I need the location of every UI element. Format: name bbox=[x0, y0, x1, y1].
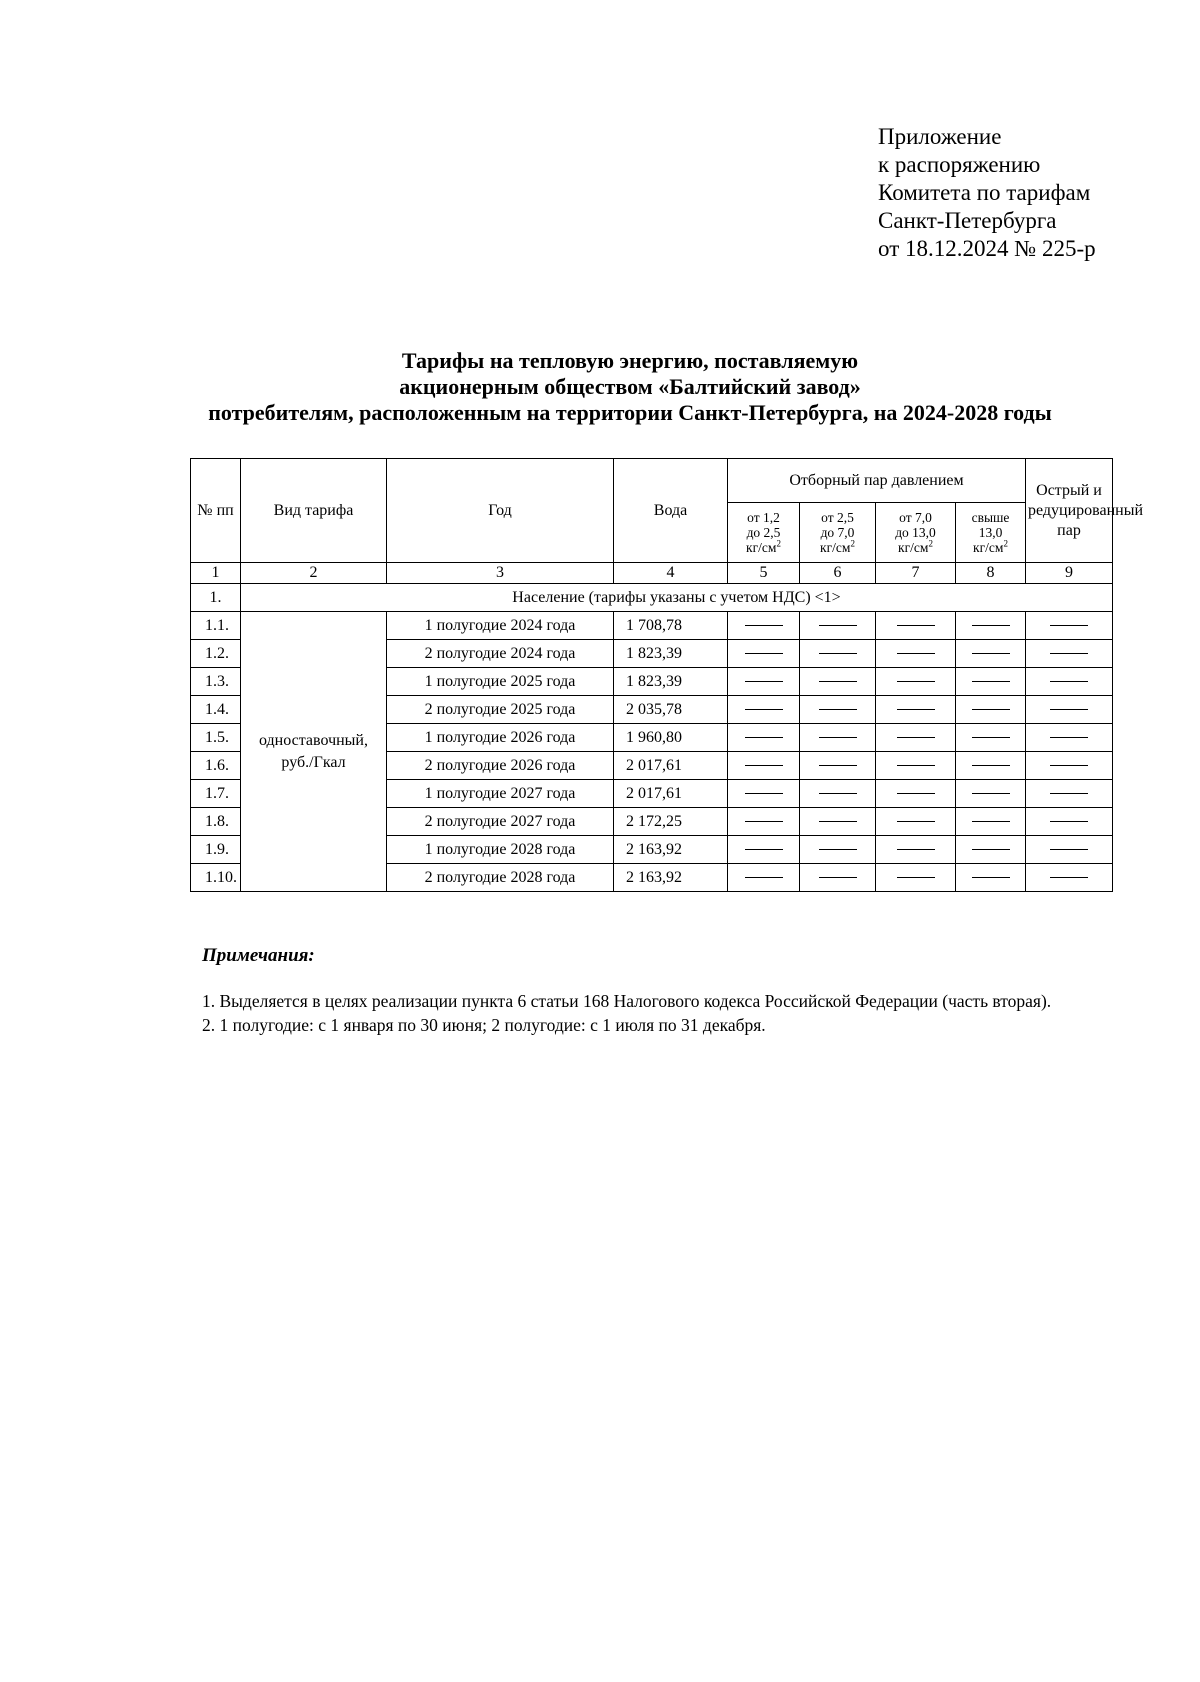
dash-mark bbox=[1050, 709, 1088, 710]
empty-tariff-cell bbox=[728, 752, 800, 780]
table-row bbox=[191, 612, 1113, 640]
row-number: 1.1. bbox=[191, 612, 241, 640]
column-number: 9 bbox=[1026, 563, 1113, 584]
header-steam-group: Отборный пар давлением bbox=[728, 459, 1026, 503]
dash-mark bbox=[972, 765, 1010, 766]
tariff-table bbox=[190, 458, 1144, 892]
column-number: 4 bbox=[614, 563, 728, 584]
dash-mark bbox=[897, 625, 935, 626]
dash-mark bbox=[897, 653, 935, 654]
empty-tariff-cell bbox=[728, 640, 800, 668]
empty-tariff-cell bbox=[728, 780, 800, 808]
dash-mark bbox=[972, 681, 1010, 682]
dash-mark bbox=[897, 793, 935, 794]
column-number: 5 bbox=[728, 563, 800, 584]
empty-tariff-cell bbox=[956, 836, 1026, 864]
column-number: 6 bbox=[800, 563, 876, 584]
dash-mark bbox=[897, 709, 935, 710]
year-cell: 1 полугодие 2026 года bbox=[387, 724, 614, 752]
year-cell: 1 полугодие 2025 года bbox=[387, 668, 614, 696]
header-tariff-type: Вид тарифа bbox=[241, 459, 387, 563]
header-steam-1: от 1,2 до 2,5 $кг/см^2$ bbox=[728, 503, 800, 563]
empty-tariff-cell bbox=[800, 668, 876, 696]
appendix-line-3: Комитета по тарифам bbox=[878, 180, 1091, 205]
dash-mark bbox=[745, 709, 783, 710]
water-tariff-cell: 2 163,92 bbox=[614, 864, 728, 892]
dash-mark bbox=[897, 737, 935, 738]
empty-tariff-cell bbox=[1026, 864, 1113, 892]
document-title bbox=[150, 348, 1110, 426]
dash-mark bbox=[745, 625, 783, 626]
section-label: Население (тарифы указаны с учетом НДС) <1> bbox=[241, 584, 1113, 612]
dash-mark bbox=[972, 793, 1010, 794]
dash-mark bbox=[897, 821, 935, 822]
empty-tariff-cell bbox=[728, 668, 800, 696]
dash-mark bbox=[972, 849, 1010, 850]
empty-tariff-cell bbox=[728, 696, 800, 724]
empty-tariff-cell bbox=[956, 724, 1026, 752]
dash-mark bbox=[745, 877, 783, 878]
empty-tariff-cell bbox=[876, 696, 956, 724]
dash-mark bbox=[745, 793, 783, 794]
dash-mark bbox=[972, 709, 1010, 710]
year-cell: 2 полугодие 2027 года bbox=[387, 808, 614, 836]
empty-tariff-cell bbox=[800, 780, 876, 808]
appendix-line-1: Приложение bbox=[878, 124, 1002, 149]
row-number: 1.4. bbox=[191, 696, 241, 724]
dash-mark bbox=[745, 737, 783, 738]
dash-mark bbox=[897, 681, 935, 682]
dash-mark bbox=[1050, 737, 1088, 738]
header-steam-3: от 7,0 до 13,0 $кг/см^2$ bbox=[876, 503, 956, 563]
year-cell: 1 полугодие 2024 года bbox=[387, 612, 614, 640]
empty-tariff-cell bbox=[956, 612, 1026, 640]
row-number: 1.9. bbox=[191, 836, 241, 864]
row-number: 1.5. bbox=[191, 724, 241, 752]
empty-tariff-cell bbox=[876, 864, 956, 892]
water-tariff-cell: 1 708,78 bbox=[614, 612, 728, 640]
header-sharp-steam: Острый и редуцированный пар bbox=[1026, 459, 1113, 563]
empty-tariff-cell bbox=[800, 696, 876, 724]
dash-mark bbox=[819, 681, 857, 682]
empty-tariff-cell bbox=[876, 752, 956, 780]
empty-tariff-cell bbox=[728, 808, 800, 836]
dash-mark bbox=[1050, 625, 1088, 626]
dash-mark bbox=[819, 625, 857, 626]
dash-mark bbox=[897, 877, 935, 878]
note-2: 2. 1 полугодие: с 1 января по 30 июня; 2 полугодие: с 1 июля по 31 декабря. bbox=[202, 1015, 766, 1035]
appendix-line-4: Санкт-Петербурга bbox=[878, 208, 1057, 233]
column-number: 8 bbox=[956, 563, 1026, 584]
dash-mark bbox=[745, 681, 783, 682]
water-tariff-cell: 2 172,25 bbox=[614, 808, 728, 836]
empty-tariff-cell bbox=[1026, 752, 1113, 780]
dash-mark bbox=[1050, 765, 1088, 766]
empty-tariff-cell bbox=[800, 836, 876, 864]
empty-tariff-cell bbox=[956, 808, 1026, 836]
water-tariff-cell: 2 035,78 bbox=[614, 696, 728, 724]
dash-mark bbox=[745, 849, 783, 850]
empty-tariff-cell bbox=[800, 724, 876, 752]
empty-tariff-cell bbox=[800, 864, 876, 892]
empty-tariff-cell bbox=[1026, 808, 1113, 836]
column-numbers-row bbox=[191, 563, 1113, 584]
year-cell: 1 полугодие 2028 года bbox=[387, 836, 614, 864]
row-number: 1.2. bbox=[191, 640, 241, 668]
empty-tariff-cell bbox=[956, 668, 1026, 696]
header-steam-4: свыше 13,0 $кг/см^2$ bbox=[956, 503, 1026, 563]
notes-block bbox=[202, 989, 1122, 1037]
empty-tariff-cell bbox=[728, 612, 800, 640]
column-number: 1 bbox=[191, 563, 241, 584]
column-number: 3 bbox=[387, 563, 614, 584]
empty-tariff-cell bbox=[876, 668, 956, 696]
dash-mark bbox=[972, 625, 1010, 626]
appendix-block bbox=[878, 123, 1096, 263]
empty-tariff-cell bbox=[1026, 836, 1113, 864]
dash-mark bbox=[1050, 653, 1088, 654]
water-tariff-cell: 1 823,39 bbox=[614, 668, 728, 696]
dash-mark bbox=[972, 821, 1010, 822]
dash-mark bbox=[745, 653, 783, 654]
tariff-type-label-1: одноставочный, bbox=[259, 731, 368, 749]
dash-mark bbox=[1050, 793, 1088, 794]
tariff-type-label-2: руб./Гкал bbox=[281, 753, 346, 771]
dash-mark bbox=[1050, 849, 1088, 850]
dash-mark bbox=[819, 765, 857, 766]
dash-mark bbox=[819, 849, 857, 850]
dash-mark bbox=[972, 737, 1010, 738]
empty-tariff-cell bbox=[876, 836, 956, 864]
empty-tariff-cell bbox=[1026, 668, 1113, 696]
year-cell: 2 полугодие 2026 года bbox=[387, 752, 614, 780]
header-no: № пп bbox=[191, 459, 241, 563]
year-cell: 2 полугодие 2028 года bbox=[387, 864, 614, 892]
row-number: 1.7. bbox=[191, 780, 241, 808]
empty-tariff-cell bbox=[1026, 696, 1113, 724]
empty-tariff-cell bbox=[956, 864, 1026, 892]
row-number: 1.3. bbox=[191, 668, 241, 696]
empty-tariff-cell bbox=[1026, 780, 1113, 808]
empty-tariff-cell bbox=[800, 752, 876, 780]
water-tariff-cell: 2 163,92 bbox=[614, 836, 728, 864]
empty-tariff-cell bbox=[728, 836, 800, 864]
year-cell: 2 полугодие 2025 года bbox=[387, 696, 614, 724]
empty-tariff-cell bbox=[1026, 724, 1113, 752]
empty-tariff-cell bbox=[728, 724, 800, 752]
dash-mark bbox=[819, 653, 857, 654]
note-1: 1. Выделяется в целях реализации пункта 6 статьи 168 Налогового кодекса Российской Федерации (часть вторая). bbox=[202, 991, 1052, 1011]
water-tariff-cell: 2 017,61 bbox=[614, 780, 728, 808]
empty-tariff-cell bbox=[876, 808, 956, 836]
water-tariff-cell: 1 960,80 bbox=[614, 724, 728, 752]
empty-tariff-cell bbox=[956, 640, 1026, 668]
water-tariff-cell: 1 823,39 bbox=[614, 640, 728, 668]
empty-tariff-cell bbox=[728, 864, 800, 892]
empty-tariff-cell bbox=[1026, 612, 1113, 640]
water-tariff-cell: 2 017,61 bbox=[614, 752, 728, 780]
dash-mark bbox=[819, 793, 857, 794]
title-line-3: потребителям, расположенным на территории Санкт-Петербурга, на 2024-2028 годы bbox=[208, 400, 1052, 425]
dash-mark bbox=[745, 821, 783, 822]
empty-tariff-cell bbox=[876, 612, 956, 640]
section-row bbox=[191, 584, 1113, 612]
column-number: 2 bbox=[241, 563, 387, 584]
empty-tariff-cell bbox=[800, 612, 876, 640]
dash-mark bbox=[819, 821, 857, 822]
dash-mark bbox=[1050, 877, 1088, 878]
empty-tariff-cell bbox=[956, 696, 1026, 724]
appendix-line-5: от 18.12.2024 № 225-р bbox=[878, 236, 1096, 261]
dash-mark bbox=[1050, 821, 1088, 822]
empty-tariff-cell bbox=[876, 780, 956, 808]
empty-tariff-cell bbox=[1026, 640, 1113, 668]
empty-tariff-cell bbox=[876, 724, 956, 752]
dash-mark bbox=[897, 849, 935, 850]
header-water: Вода bbox=[614, 459, 728, 563]
dash-mark bbox=[819, 709, 857, 710]
dash-mark bbox=[1050, 681, 1088, 682]
empty-tariff-cell bbox=[956, 752, 1026, 780]
empty-tariff-cell bbox=[956, 780, 1026, 808]
dash-mark bbox=[745, 765, 783, 766]
row-number: 1.10. bbox=[191, 864, 241, 892]
title-line-1: Тарифы на тепловую энергию, поставляемую bbox=[401, 348, 859, 373]
dash-mark bbox=[819, 877, 857, 878]
dash-mark bbox=[972, 877, 1010, 878]
column-number: 7 bbox=[876, 563, 956, 584]
section-no: 1. bbox=[191, 584, 241, 612]
empty-tariff-cell bbox=[800, 640, 876, 668]
row-number: 1.6. bbox=[191, 752, 241, 780]
year-cell: 2 полугодие 2024 года bbox=[387, 640, 614, 668]
dash-mark bbox=[897, 765, 935, 766]
header-steam-2: от 2,5 до 7,0 $кг/см^2$ bbox=[800, 503, 876, 563]
row-number: 1.8. bbox=[191, 808, 241, 836]
tariff-type-cell bbox=[241, 612, 387, 892]
notes-title: Примечания: bbox=[202, 945, 315, 966]
dash-mark bbox=[972, 653, 1010, 654]
header-year: Год bbox=[387, 459, 614, 563]
title-line-2: акционерным обществом «Балтийский завод» bbox=[399, 374, 861, 399]
empty-tariff-cell bbox=[876, 640, 956, 668]
appendix-line-2: к распоряжению bbox=[878, 152, 1041, 177]
empty-tariff-cell bbox=[800, 808, 876, 836]
year-cell: 1 полугодие 2027 года bbox=[387, 780, 614, 808]
dash-mark bbox=[819, 737, 857, 738]
